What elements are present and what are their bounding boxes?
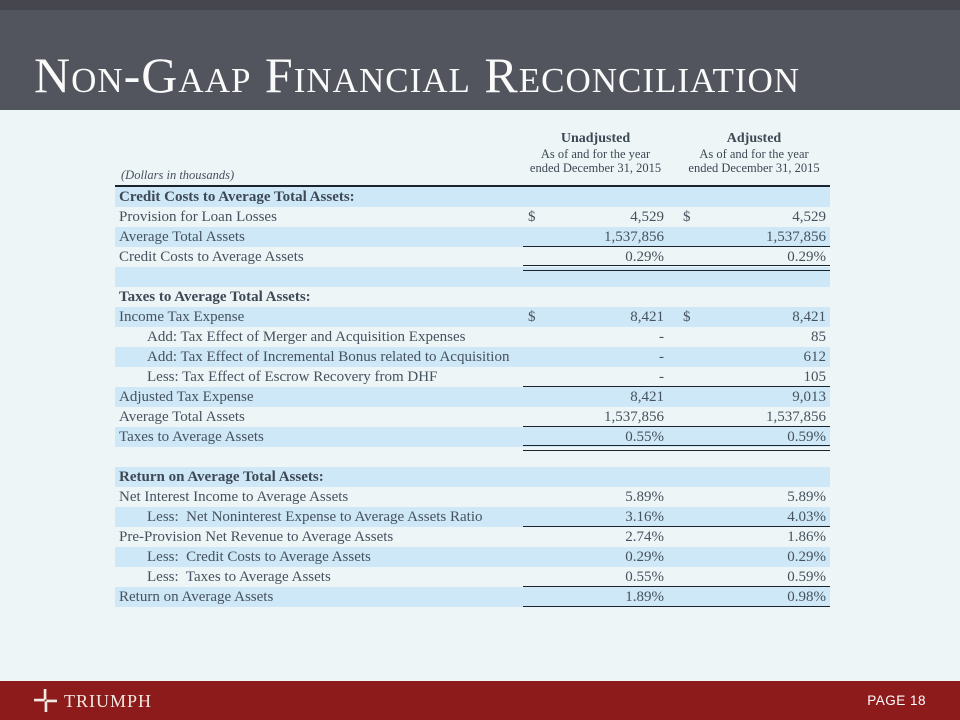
slide-title: Non-Gaap Financial Reconciliation <box>34 47 801 103</box>
cell-value: 0.29% <box>787 548 826 565</box>
row-label: Add: Tax Effect of Merger and Acquisition Expenses <box>147 328 466 345</box>
cell-value: - <box>659 328 664 345</box>
cell-value: 0.59% <box>787 568 826 585</box>
value-cell-unadjusted <box>523 307 668 327</box>
row-values <box>523 187 830 207</box>
dollar-sign: $ <box>528 308 536 325</box>
value-cell-adjusted <box>678 187 830 207</box>
cell-value: 1,537,856 <box>766 228 826 245</box>
value-cell-adjusted <box>678 307 830 327</box>
row-values <box>523 247 830 267</box>
table-row <box>115 427 830 447</box>
value-cell-unadjusted <box>523 587 668 607</box>
cell-value: 1.86% <box>787 528 826 545</box>
row-label: Adjusted Tax Expense <box>119 388 254 405</box>
table-row <box>115 467 830 487</box>
table-row <box>115 367 830 387</box>
financial-reconciliation-table <box>115 128 830 607</box>
row-label: Less: Taxes to Average Assets <box>147 568 331 585</box>
value-cell-adjusted <box>678 447 830 467</box>
value-cell-unadjusted <box>523 547 668 567</box>
cell-value: 1,537,856 <box>604 228 664 245</box>
table-body <box>115 187 830 607</box>
table-row <box>115 327 830 347</box>
table-row <box>115 207 830 227</box>
value-cell-adjusted <box>678 247 830 267</box>
table-row <box>115 227 830 247</box>
value-cell-unadjusted <box>523 227 668 247</box>
row-label: Average Total Assets <box>119 228 245 245</box>
dollar-sign: $ <box>683 308 691 325</box>
value-cell-adjusted <box>678 367 830 387</box>
row-values <box>523 347 830 367</box>
cell-value: 4,529 <box>630 208 664 225</box>
brand-logo <box>34 689 152 712</box>
value-cell-adjusted <box>678 527 830 547</box>
value-cell-unadjusted <box>523 407 668 427</box>
value-cell-unadjusted <box>523 327 668 347</box>
table-row <box>115 487 830 507</box>
column-title: Unadjusted <box>560 131 631 146</box>
row-label: Less: Tax Effect of Escrow Recovery from DHF <box>147 368 438 385</box>
footer-bar <box>0 681 960 720</box>
row-values <box>523 307 830 327</box>
value-cell-adjusted <box>678 387 830 407</box>
row-label: Net Interest Income to Average Assets <box>119 488 349 505</box>
table-row <box>115 287 830 307</box>
value-cell-unadjusted <box>523 507 668 527</box>
brand-name: TRIUMPH <box>64 690 153 711</box>
value-cell-unadjusted <box>523 527 668 547</box>
row-values <box>523 427 830 447</box>
row-label: Less: Credit Costs to Average Assets <box>147 548 371 565</box>
row-values <box>523 447 830 467</box>
row-label: Add: Tax Effect of Incremental Bonus related to Acquisition <box>147 348 510 365</box>
row-label: Pre-Provision Net Revenue to Average Assets <box>119 528 394 545</box>
subtotal-rule <box>523 606 830 607</box>
value-cell-unadjusted <box>523 287 668 307</box>
table-row <box>115 387 830 407</box>
table-row <box>115 407 830 427</box>
value-cell-adjusted <box>678 407 830 427</box>
cell-value: 8,421 <box>630 388 664 405</box>
row-values <box>523 467 830 487</box>
value-cell-adjusted <box>678 427 830 447</box>
table-row <box>115 247 830 267</box>
table-row <box>115 307 830 327</box>
value-cell-adjusted <box>678 207 830 227</box>
row-values <box>523 527 830 547</box>
value-cell-adjusted <box>678 587 830 607</box>
table-row <box>115 347 830 367</box>
value-cell-unadjusted <box>523 447 668 467</box>
cell-value: - <box>659 368 664 385</box>
value-cell-unadjusted <box>523 387 668 407</box>
column-header-adjusted <box>678 128 830 175</box>
value-cell-unadjusted <box>523 207 668 227</box>
value-cell-unadjusted <box>523 347 668 367</box>
cell-value: 8,421 <box>630 308 664 325</box>
row-label: Less: Net Noninterest Expense to Average Assets Ratio <box>147 508 483 525</box>
cell-value: - <box>659 348 664 365</box>
cell-value: 0.29% <box>625 548 664 565</box>
cell-value: 0.98% <box>787 588 826 605</box>
value-cell-adjusted <box>678 267 830 287</box>
table-row <box>115 507 830 527</box>
value-cell-adjusted <box>678 347 830 367</box>
cell-value: 105 <box>803 368 826 385</box>
row-values <box>523 407 830 427</box>
row-label: Credit Costs to Average Total Assets: <box>119 188 355 205</box>
cell-value: 0.59% <box>787 428 826 445</box>
row-label: Return on Average Total Assets: <box>119 468 324 485</box>
row-values <box>523 287 830 307</box>
table-header <box>115 128 830 187</box>
column-subtitle: As of and for the year <box>540 147 651 161</box>
value-cell-adjusted <box>678 487 830 507</box>
value-cell-unadjusted <box>523 187 668 207</box>
column-subtitle: ended December 31, 2015 <box>688 161 820 175</box>
row-label: Provision for Loan Losses <box>119 208 277 225</box>
value-cell-adjusted <box>678 227 830 247</box>
cell-value: 1.89% <box>625 588 664 605</box>
value-cell-unadjusted <box>523 567 668 587</box>
cell-value: 9,013 <box>792 388 826 405</box>
row-label: Taxes to Average Total Assets: <box>119 288 311 305</box>
cell-value: 85 <box>811 328 826 345</box>
value-cell-adjusted <box>678 327 830 347</box>
value-cell-unadjusted <box>523 427 668 447</box>
value-cell-adjusted <box>678 467 830 487</box>
row-label: Credit Costs to Average Assets <box>119 248 304 265</box>
row-values <box>523 267 830 287</box>
row-values <box>523 547 830 567</box>
row-values <box>523 387 830 407</box>
value-cell-adjusted <box>678 567 830 587</box>
column-title: Adjusted <box>726 131 782 146</box>
cell-value: 3.16% <box>625 508 664 525</box>
value-cell-adjusted <box>678 507 830 527</box>
title-bar <box>0 0 960 110</box>
cell-value: 0.29% <box>625 248 664 265</box>
row-values <box>523 227 830 247</box>
cell-value: 0.29% <box>787 248 826 265</box>
value-cell-unadjusted <box>523 267 668 287</box>
column-subtitle: ended December 31, 2015 <box>529 161 662 175</box>
cell-value: 4.03% <box>787 508 826 525</box>
value-cell-adjusted <box>678 287 830 307</box>
cell-value: 5.89% <box>625 488 664 505</box>
row-values <box>523 327 830 347</box>
value-cell-unadjusted <box>523 247 668 267</box>
row-values <box>523 487 830 507</box>
table-row <box>115 567 830 587</box>
value-cell-unadjusted <box>523 467 668 487</box>
value-cell-adjusted <box>678 547 830 567</box>
cell-value: 0.55% <box>625 428 664 445</box>
row-values <box>523 367 830 387</box>
dollar-sign: $ <box>528 208 536 225</box>
page-number: PAGE 18 <box>867 693 926 708</box>
row-label: Average Total Assets <box>119 408 245 425</box>
row-label: Return on Average Assets <box>119 588 274 605</box>
cell-value: 612 <box>803 348 826 365</box>
value-cell-unadjusted <box>523 487 668 507</box>
row-values <box>523 507 830 527</box>
cell-value: 8,421 <box>792 308 826 325</box>
triumph-cross-icon <box>34 689 57 712</box>
column-subtitle: As of and for the year <box>699 147 809 161</box>
cell-value: 1,537,856 <box>766 408 826 425</box>
units-note: (Dollars in thousands) <box>121 168 235 182</box>
cell-value: 1,537,856 <box>604 408 664 425</box>
column-header-unadjusted <box>523 128 668 175</box>
table-row <box>115 587 830 607</box>
value-cell-unadjusted <box>523 367 668 387</box>
table-row <box>115 187 830 207</box>
table-spacer-row <box>115 267 830 287</box>
top-accent-strip <box>0 0 960 10</box>
cell-value: 2.74% <box>625 528 664 545</box>
row-values <box>523 587 830 607</box>
table-row <box>115 527 830 547</box>
row-values <box>523 567 830 587</box>
row-values <box>523 207 830 227</box>
row-label: Taxes to Average Assets <box>119 428 264 445</box>
row-label: Income Tax Expense <box>119 308 245 325</box>
cell-value: 0.55% <box>625 568 664 585</box>
table-row <box>115 547 830 567</box>
column-headers <box>523 128 830 175</box>
cell-value: 5.89% <box>787 488 826 505</box>
cell-value: 4,529 <box>792 208 826 225</box>
table-spacer-row <box>115 447 830 467</box>
dollar-sign: $ <box>683 208 691 225</box>
